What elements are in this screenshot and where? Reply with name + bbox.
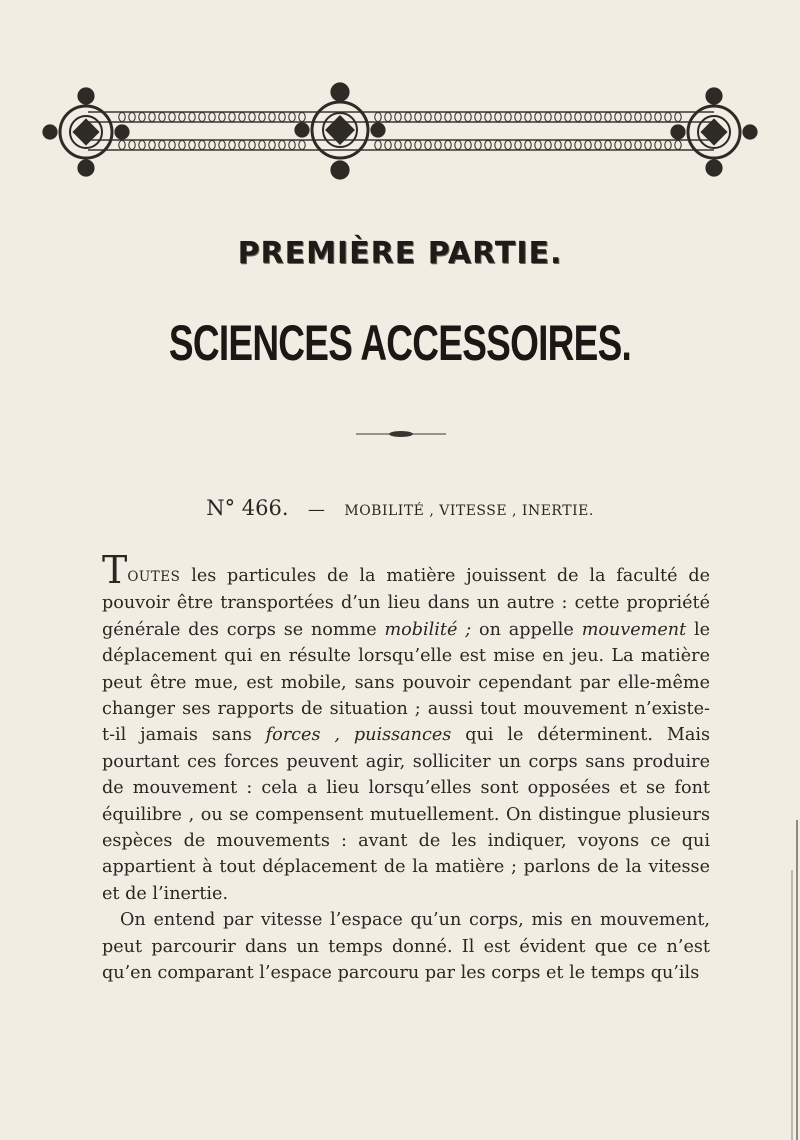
ornament-bead xyxy=(465,113,471,122)
ornament-bead xyxy=(625,141,631,150)
decorative-headpiece-ornament xyxy=(38,82,760,190)
paragraph-2: On entend par vitesse l’espace qu’un corps, mis en mouvement, peut parcourir dans un temps donné. Il est évident que ce n’est qu’en comparant l’espace parcouru par les corps et le temps qu’ils xyxy=(102,910,710,984)
ornament-bead xyxy=(635,141,641,150)
ornament-bead xyxy=(139,141,145,150)
ornament-bead xyxy=(159,141,165,150)
part-title: PREMIÈRE PARTIE. xyxy=(237,236,563,271)
ornament-bead xyxy=(239,113,245,122)
ornament-bead xyxy=(375,113,381,122)
ornament-bead xyxy=(269,113,275,122)
page-edge-shadow xyxy=(788,0,800,1140)
term-mouvement: mouvement xyxy=(581,619,687,640)
ornament-bead xyxy=(385,141,391,150)
ornament-bead xyxy=(415,113,421,122)
ornament-bead xyxy=(119,113,125,122)
ornament-bead xyxy=(395,113,401,122)
drop-cap: T xyxy=(102,548,128,592)
ornament-bead xyxy=(665,113,671,122)
ornament-bead xyxy=(515,113,521,122)
ornament-bead xyxy=(395,141,401,150)
ornament-bead xyxy=(615,141,621,150)
ornament-bead xyxy=(179,141,185,150)
ornament-bead xyxy=(445,113,451,122)
ornament-bead xyxy=(475,141,481,150)
ornament-bead xyxy=(189,113,195,122)
ornament-bead xyxy=(289,113,295,122)
ornament-bead xyxy=(665,141,671,150)
first-word-smallcaps: OUTES xyxy=(127,569,181,585)
ornament-bead xyxy=(515,141,521,150)
ornament-bead xyxy=(625,113,631,122)
ornament-bead xyxy=(385,113,391,122)
ornament-bead xyxy=(605,141,611,150)
ornament-bead xyxy=(179,113,185,122)
ornament-bead xyxy=(209,113,215,122)
ornament-bead xyxy=(575,141,581,150)
ornament-bead xyxy=(445,141,451,150)
heading-dash: — xyxy=(307,500,325,520)
paragraph-1-text-b: on appelle xyxy=(471,619,582,640)
ornament-bead xyxy=(199,113,205,122)
body-text xyxy=(102,548,711,987)
ornament-bead xyxy=(495,113,501,122)
ornament-bead xyxy=(129,141,135,150)
ornament-bead xyxy=(545,113,551,122)
ornament-bead xyxy=(455,113,461,122)
ornament-bead xyxy=(189,141,195,150)
ornament-bead xyxy=(645,113,651,122)
article-number: N° 466. xyxy=(206,496,289,520)
paragraph-1-text-d: qui le déterminent. Mais pourtant ces forces peuvent agir, solliciter un corps sans produire de mouvement : cela a lieu lorsqu’elles sont opposées et se font équilibre , ou se compensent mutuellement. On distingue plusieurs espèces de mouvements : avant de les indiquer, voyons ce qui appartient à tout déplacement de la matière ; parlons de la vitesse et de l’inertie. xyxy=(102,725,710,904)
ornament-bead xyxy=(635,113,641,122)
ornament-bead xyxy=(595,113,601,122)
ornament-bead xyxy=(485,113,491,122)
ornament-bead xyxy=(655,113,661,122)
ornament-bead xyxy=(129,113,135,122)
title-divider-rule xyxy=(356,429,446,439)
ornament-bead xyxy=(299,141,305,150)
ornament-bead xyxy=(585,113,591,122)
ornament-bead xyxy=(249,141,255,150)
ornament-bead xyxy=(169,141,175,150)
ornament-bead xyxy=(259,141,265,150)
ornament-bead xyxy=(675,113,681,122)
ornament-bead xyxy=(229,113,235,122)
article-topics: MOBILITÉ , VITESSE , INERTIE. xyxy=(344,503,594,519)
ornament-bead xyxy=(525,113,531,122)
ornament-bead xyxy=(209,141,215,150)
ornament-bead xyxy=(149,113,155,122)
ornament-bead xyxy=(435,113,441,122)
ornament-bead xyxy=(585,141,591,150)
ornament-bead xyxy=(535,141,541,150)
ornament-bead xyxy=(455,141,461,150)
ornament-bead xyxy=(595,141,601,150)
ornament-bead xyxy=(605,113,611,122)
ornament-bead xyxy=(495,141,501,150)
ornament-bead xyxy=(435,141,441,150)
ornament-bead xyxy=(405,113,411,122)
ornament-bead xyxy=(159,113,165,122)
ornament-bead xyxy=(289,141,295,150)
ornament-bead xyxy=(139,113,145,122)
paragraph-1 xyxy=(102,548,711,907)
ornament-bead xyxy=(375,141,381,150)
paragraph-1-text-a: les particules de la matière jouissent de la faculté de pouvoir être transportées d’un lieu dans un autre : cette propriété générale des corps se nomme xyxy=(102,566,710,640)
ornament-bead xyxy=(545,141,551,150)
ornament-bead xyxy=(239,141,245,150)
ornament-bead xyxy=(675,141,681,150)
ornament-bead xyxy=(425,113,431,122)
ornament-bead xyxy=(229,141,235,150)
ornament-bead xyxy=(485,141,491,150)
ornament-bead xyxy=(199,141,205,150)
ornament-bead xyxy=(425,141,431,150)
ornament-bead xyxy=(259,113,265,122)
ornament-bead xyxy=(655,141,661,150)
ornament-bead xyxy=(219,141,225,150)
ornament-bead xyxy=(415,141,421,150)
ornament-bead xyxy=(575,113,581,122)
ornament-bead xyxy=(645,141,651,150)
ornament-bead xyxy=(505,113,511,122)
ornament-bead xyxy=(219,113,225,122)
ornament-bead xyxy=(525,141,531,150)
ornament-bead xyxy=(149,141,155,150)
ornament-bead xyxy=(299,113,305,122)
ornament-bead xyxy=(555,113,561,122)
ornament-bead xyxy=(565,113,571,122)
ornament-bead xyxy=(249,113,255,122)
ornament-bead xyxy=(279,141,285,150)
ornament-bead xyxy=(535,113,541,122)
ornament-bead xyxy=(475,113,481,122)
section-title: SCIENCES ACCESSOIRES. xyxy=(168,315,632,371)
ornament-bead xyxy=(169,113,175,122)
paragraph-1-text-c: le déplacement qui en résulte lorsqu’elle est mise en jeu. La matière peut être mue, est mobile, sans pouvoir cependant par elle-même changer ses rapports de situation ; aussi tout mouvement n’existe-t-il jamais sans xyxy=(102,619,711,746)
ornament-bead xyxy=(119,141,125,150)
term-forces-puissances: forces , puissances xyxy=(265,725,452,746)
ornament-bead xyxy=(405,141,411,150)
ornament-bead xyxy=(269,141,275,150)
ornament-bead xyxy=(465,141,471,150)
article-heading xyxy=(0,496,800,520)
ornament-bead xyxy=(555,141,561,150)
ornament-bead xyxy=(565,141,571,150)
ornament-bead xyxy=(279,113,285,122)
ornament-bead xyxy=(615,113,621,122)
ornament-bead xyxy=(505,141,511,150)
term-mobilite: mobilité ; xyxy=(384,619,472,640)
